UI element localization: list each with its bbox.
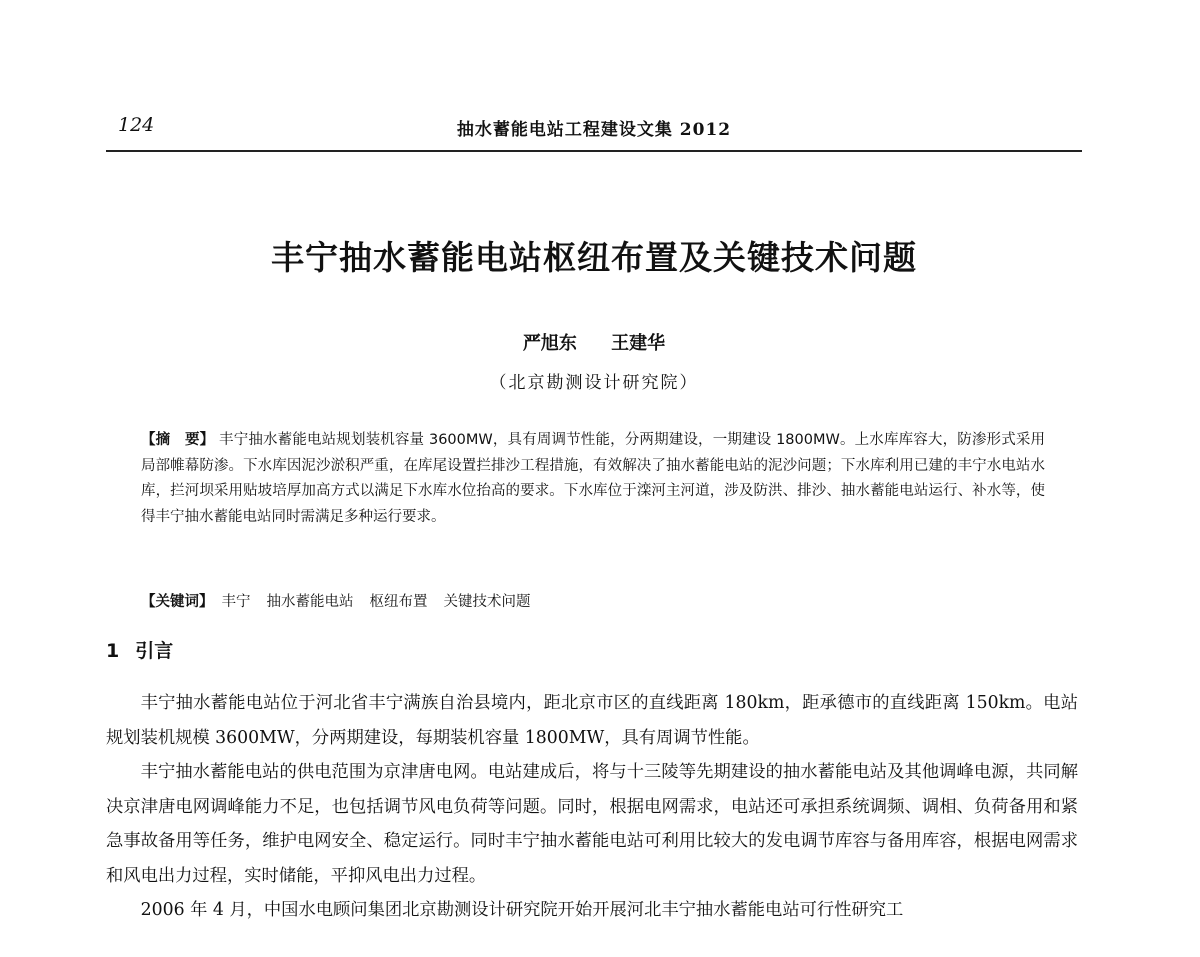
keyword: 关键技术问题 — [443, 594, 531, 610]
keywords — [141, 590, 1045, 615]
keywords-label: 【关键词】 — [141, 594, 214, 610]
author-name: 王建华 — [611, 333, 666, 354]
keyword: 枢纽布置 — [369, 594, 428, 610]
paragraph: 丰宁抽水蓄能电站的供电范围为京津唐电网。电站建成后，将与十三陵等先期建设的抽水蓄能电站及其他调峰电源，共同解决京津唐电网调峰能力不足，也包括调节风电负荷等问题。同时，根据电网需求，电站还可承担系统调频、调相、负荷备用和紧急事故备用等任务，维护电网安全、稳定运行。同时丰宁抽水蓄能电站可利用比较大的发电调节库容与备用库容，根据电网需求和风电出力过程，实时储能，平抑风电出力过程。 — [106, 762, 1078, 886]
body-text — [106, 686, 1078, 928]
article-title: 丰宁抽水蓄能电站枢纽布置及关键技术问题 — [271, 238, 917, 277]
section-number: 1 — [106, 640, 120, 662]
keyword: 抽水蓄能电站 — [266, 594, 354, 610]
page-number: 124 — [118, 114, 155, 136]
keyword: 丰宁 — [221, 594, 251, 610]
author-list — [106, 329, 1082, 355]
paragraph: 丰宁抽水蓄能电站位于河北省丰宁满族自治县境内，距北京市区的直线距离 180km，距承德市的直线距离 150km。电站规划装机规模 3600MW，分两期建设，每期装机容量 1800MW，具有周调节性能。 — [106, 693, 1078, 748]
affiliation: （北京勘测设计研究院） — [489, 373, 699, 393]
running-title: 抽水蓄能电站工程建设文集 2012 — [456, 120, 732, 140]
paragraph: 2006 年 4 月，中国水电顾问集团北京勘测设计研究院开始开展河北丰宁抽水蓄能电站可行性研究工 — [140, 900, 904, 920]
section-heading — [106, 636, 173, 663]
abstract-text: 丰宁抽水蓄能电站规划装机容量 3600MW，具有周调节性能，分两期建设，一期建设 1800MW。上水库库容大，防渗形式采用局部帷幕防渗。下水库因泥沙淤积严重，在库尾设置拦排沙工程措施，有效解决了抽水蓄能电站的泥沙问题；下水库利用已建的丰宁水电站水库，拦河坝采用贴坡培厚加高方式以满足下水库水位抬高的要求。下水库位于滦河主河道，涉及防洪、排沙、抽水蓄能电站运行、补水等，使得丰宁抽水蓄能电站同时需满足多种运行要求。 — [141, 432, 1046, 525]
author-name: 严旭东 — [522, 333, 577, 354]
abstract — [141, 428, 1045, 530]
abstract-label: 【摘 要】 — [141, 432, 215, 448]
section-title: 引言 — [135, 640, 174, 662]
running-header — [106, 110, 1082, 152]
